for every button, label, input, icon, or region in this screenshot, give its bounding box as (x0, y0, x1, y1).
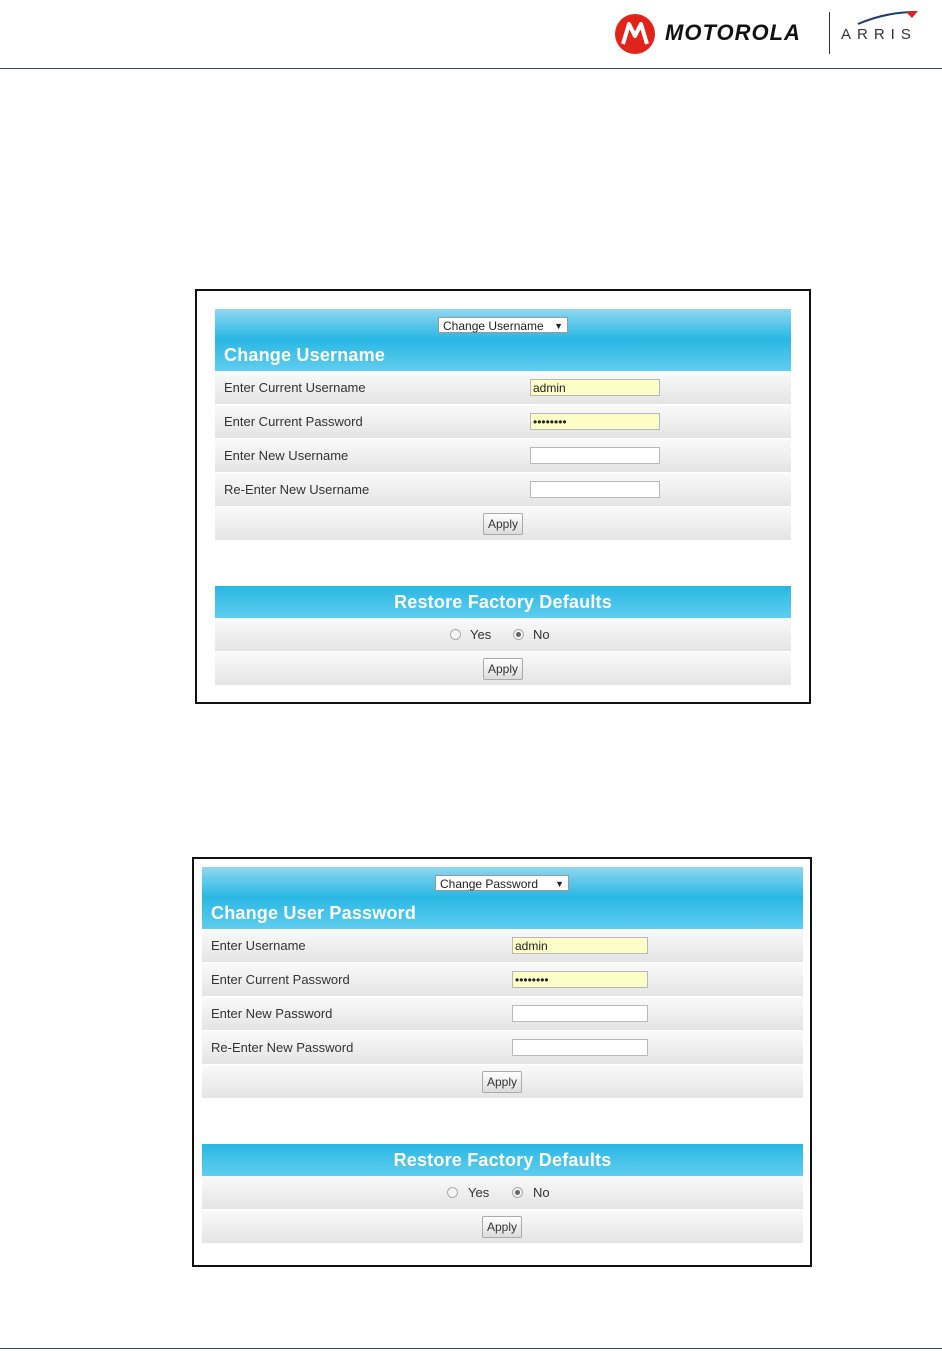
restore-no-label: No (533, 1185, 550, 1200)
restore-apply-button[interactable]: Apply (483, 658, 523, 680)
current-username-input[interactable] (530, 379, 660, 396)
mode-selector-bar (202, 867, 803, 897)
brand-motorola: MOTOROLA (665, 20, 801, 45)
page-header (0, 0, 942, 69)
restore-options-row (202, 1176, 803, 1210)
mode-select-value: Change Username (443, 319, 544, 333)
brand-arris: ARRIS (841, 26, 917, 43)
reenter-password-label: Re-Enter New Password (211, 1040, 354, 1055)
apply-row (202, 1210, 803, 1244)
section-title: Change User Password (202, 897, 803, 929)
apply-button[interactable]: Apply (482, 1071, 522, 1093)
brand-divider (829, 12, 830, 54)
restore-no-radio[interactable] (512, 1187, 523, 1198)
current-password-label: Enter Current Password (211, 972, 350, 987)
restore-no-label: No (533, 627, 550, 642)
change-password-panel (192, 857, 812, 1267)
mode-select[interactable] (435, 875, 569, 891)
current-username-label: Enter Current Username (224, 380, 366, 395)
arris-swoosh-icon (856, 10, 920, 26)
restore-defaults-title: Restore Factory Defaults (202, 1144, 803, 1176)
form-row (215, 405, 791, 439)
form-row (215, 371, 791, 405)
form-row (202, 1031, 803, 1065)
new-username-label: Enter New Username (224, 448, 349, 463)
motorola-logo-icon (615, 14, 655, 54)
change-username-panel (195, 289, 811, 704)
current-password-input[interactable] (530, 413, 660, 430)
chevron-down-icon: ▼ (554, 321, 563, 331)
form-row (202, 929, 803, 963)
new-password-input[interactable] (512, 1005, 648, 1022)
apply-row (215, 652, 791, 686)
apply-button[interactable]: Apply (483, 513, 523, 535)
current-password-input[interactable] (512, 971, 648, 988)
restore-options-row (215, 618, 791, 652)
apply-row (202, 1065, 803, 1099)
restore-yes-radio[interactable] (450, 629, 461, 640)
chevron-down-icon: ▼ (555, 879, 564, 889)
mode-select[interactable] (438, 317, 568, 333)
username-label: Enter Username (211, 938, 306, 953)
reenter-username-label: Re-Enter New Username (224, 482, 370, 497)
restore-no-radio[interactable] (513, 629, 524, 640)
form-row (215, 439, 791, 473)
new-password-label: Enter New Password (211, 1006, 333, 1021)
section-title: Change Username (215, 339, 791, 371)
footer-divider (0, 1348, 942, 1349)
restore-yes-label: Yes (470, 627, 492, 642)
mode-selector-bar (215, 309, 791, 339)
restore-yes-label: Yes (468, 1185, 490, 1200)
current-password-label: Enter Current Password (224, 414, 363, 429)
username-input[interactable] (512, 937, 648, 954)
restore-apply-button[interactable]: Apply (482, 1216, 522, 1238)
restore-defaults-title: Restore Factory Defaults (215, 586, 791, 618)
form-row (202, 997, 803, 1031)
reenter-username-input[interactable] (530, 481, 660, 498)
restore-yes-radio[interactable] (447, 1187, 458, 1198)
mode-select-value: Change Password (440, 877, 539, 891)
new-username-input[interactable] (530, 447, 660, 464)
form-row (215, 473, 791, 507)
form-row (202, 963, 803, 997)
reenter-password-input[interactable] (512, 1039, 648, 1056)
apply-row (215, 507, 791, 541)
